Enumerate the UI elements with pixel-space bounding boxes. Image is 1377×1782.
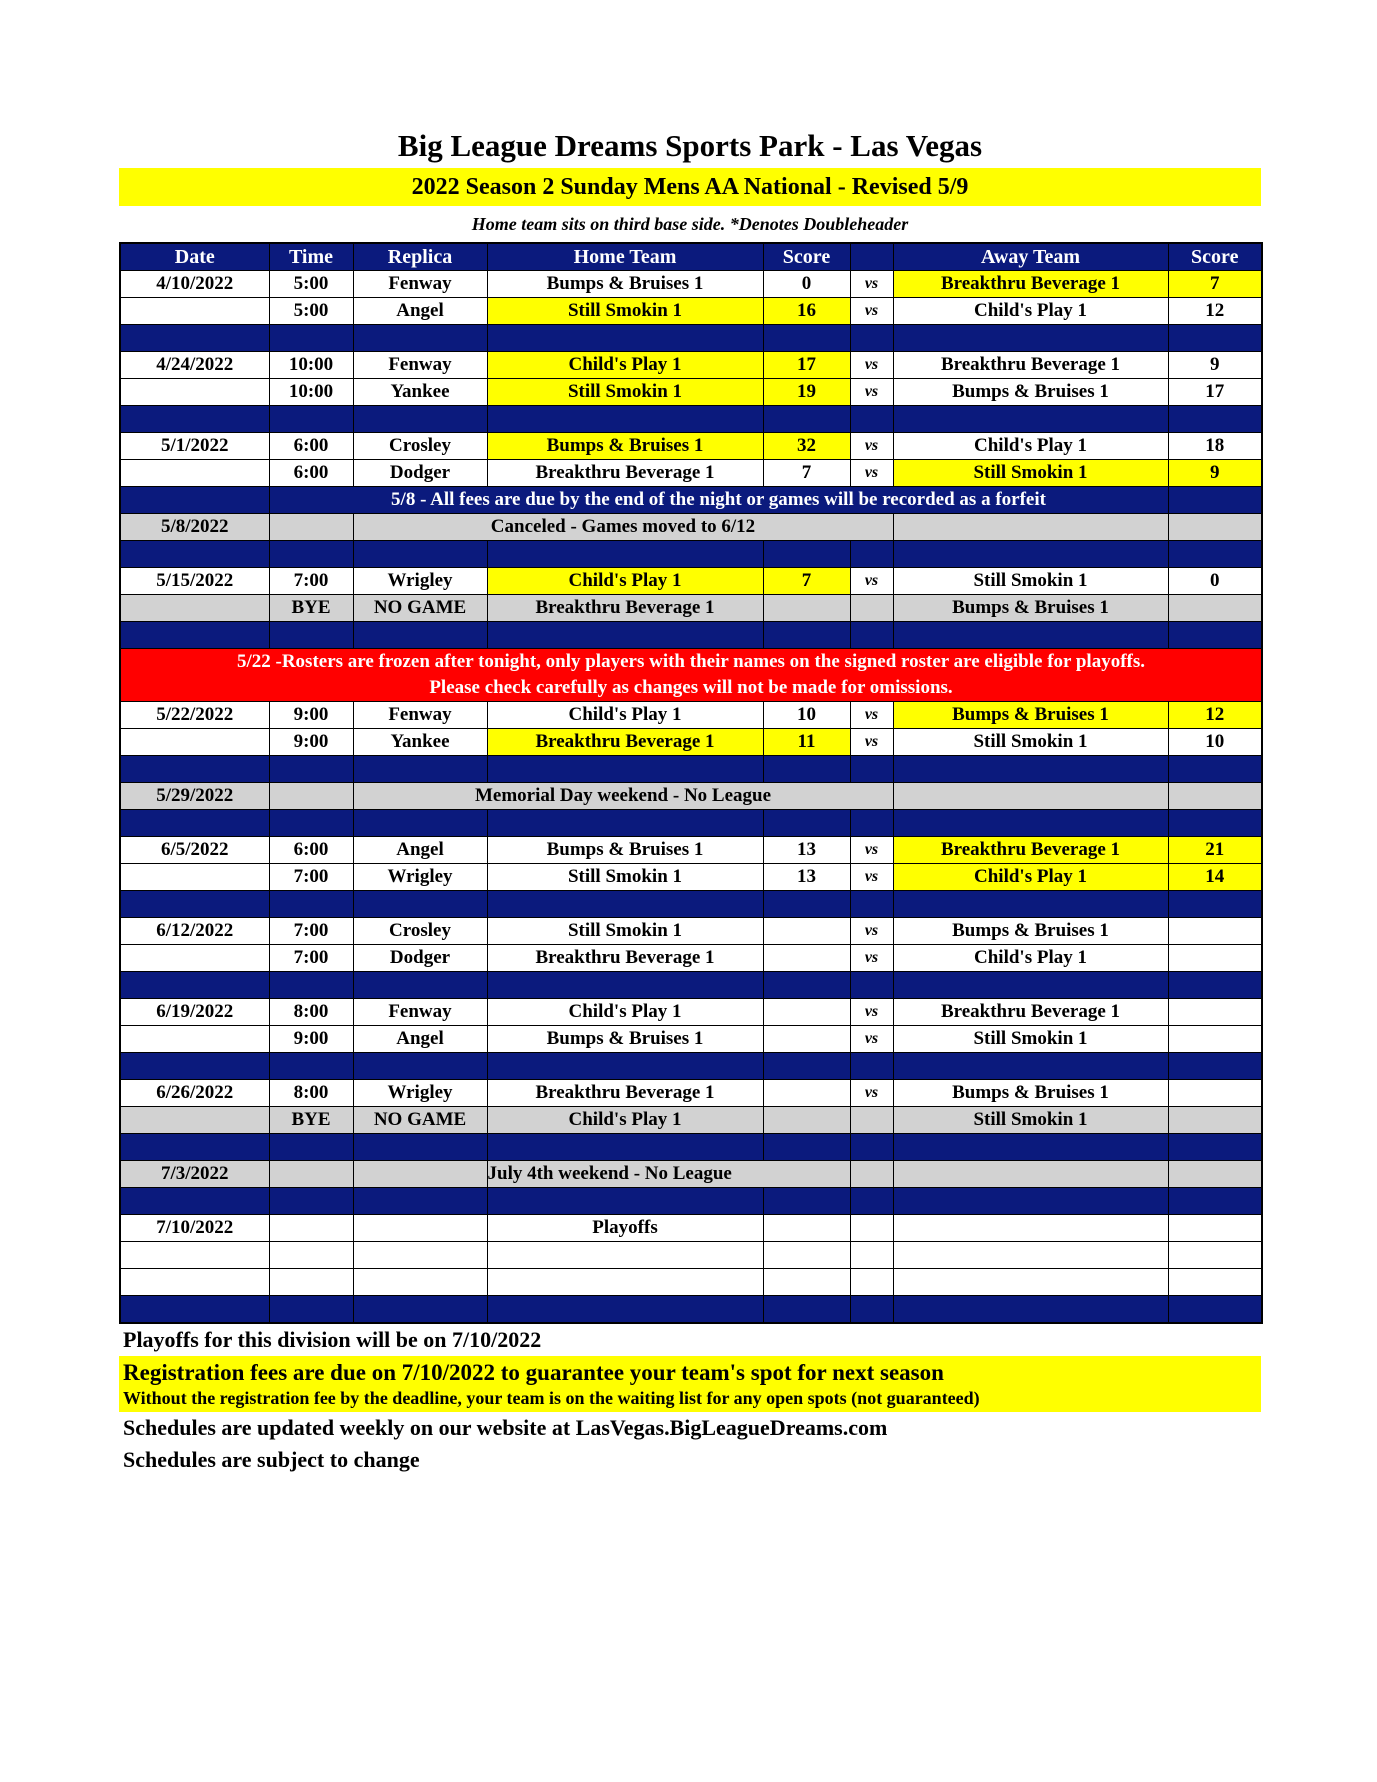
- game-field: Angel: [353, 1026, 487, 1053]
- away-team: Bumps & Bruises 1: [893, 1080, 1168, 1107]
- schedule-table: [119, 242, 1263, 1324]
- registration-box: [119, 1356, 1261, 1412]
- schedule-page: [119, 124, 1261, 1476]
- game-field: Angel: [353, 298, 487, 325]
- spacer-row: [120, 1053, 1262, 1080]
- table-row: [120, 1026, 1262, 1053]
- no-league-label: Memorial Day weekend - No League: [353, 783, 893, 810]
- away-score: 12: [1168, 298, 1262, 325]
- away-score: [1168, 945, 1262, 972]
- vs-label: vs: [850, 433, 893, 460]
- game-time: 10:00: [269, 379, 353, 406]
- game-date: 5/29/2022: [120, 783, 269, 810]
- home-score: [763, 1080, 850, 1107]
- game-date: [120, 945, 269, 972]
- roster-alert-line1: 5/22 -Rosters are frozen after tonight, only players with their names on the signed roster are eligible for playoffs.: [120, 649, 1262, 676]
- game-date: [120, 729, 269, 756]
- game-field: Wrigley: [353, 568, 487, 595]
- home-team: Bumps & Bruises 1: [487, 1026, 763, 1053]
- home-score: [763, 999, 850, 1026]
- game-date: 6/5/2022: [120, 837, 269, 864]
- away-score: [1168, 1080, 1262, 1107]
- away-score: 9: [1168, 352, 1262, 379]
- col-time: Time: [269, 243, 353, 271]
- table-row: [120, 999, 1262, 1026]
- away-team: Still Smokin 1: [893, 729, 1168, 756]
- no-game-label: NO GAME: [353, 1107, 487, 1134]
- table-row: [120, 298, 1262, 325]
- away-team: Child's Play 1: [893, 433, 1168, 460]
- spacer-row: [120, 756, 1262, 783]
- bye-label: BYE: [269, 595, 353, 622]
- table-row: [120, 460, 1262, 487]
- vs-label: vs: [850, 837, 893, 864]
- no-league-row: [120, 783, 1262, 810]
- vs-label: vs: [850, 1026, 893, 1053]
- empty-row: [120, 1269, 1262, 1296]
- table-row: [120, 864, 1262, 891]
- season-subtitle: 2022 Season 2 Sunday Mens AA National - Revised 5/9: [119, 168, 1261, 206]
- home-team: Breakthru Beverage 1: [487, 1080, 763, 1107]
- game-date: 7/3/2022: [120, 1161, 269, 1188]
- home-score: 10: [763, 702, 850, 729]
- away-score: 18: [1168, 433, 1262, 460]
- col-date: Date: [120, 243, 269, 271]
- home-team: Breakthru Beverage 1: [487, 945, 763, 972]
- vs-label: vs: [850, 864, 893, 891]
- game-field: Yankee: [353, 379, 487, 406]
- home-score: 17: [763, 352, 850, 379]
- col-away-score: Score: [1168, 243, 1262, 271]
- table-row: [120, 945, 1262, 972]
- vs-label: vs: [850, 352, 893, 379]
- home-score: 7: [763, 568, 850, 595]
- table-row: [120, 379, 1262, 406]
- game-time: 9:00: [269, 702, 353, 729]
- website-note: Schedules are updated weekly on our website at LasVegas.BigLeagueDreams.com: [123, 1415, 888, 1440]
- away-team: Bumps & Bruises 1: [893, 918, 1168, 945]
- game-field: Wrigley: [353, 864, 487, 891]
- table-row: [120, 918, 1262, 945]
- game-date: [120, 379, 269, 406]
- home-team: Still Smokin 1: [487, 379, 763, 406]
- game-field: Fenway: [353, 702, 487, 729]
- home-team: Breakthru Beverage 1: [487, 460, 763, 487]
- game-date: 6/19/2022: [120, 999, 269, 1026]
- canceled-label: Canceled - Games moved to 6/12: [353, 514, 893, 541]
- home-team: Child's Play 1: [487, 999, 763, 1026]
- vs-label: vs: [850, 568, 893, 595]
- table-row: [120, 837, 1262, 864]
- spacer-row: [120, 406, 1262, 433]
- game-field: Crosley: [353, 918, 487, 945]
- home-score: 11: [763, 729, 850, 756]
- game-date: 6/26/2022: [120, 1080, 269, 1107]
- away-team: Child's Play 1: [893, 945, 1168, 972]
- home-score: [763, 945, 850, 972]
- away-team: Still Smokin 1: [893, 460, 1168, 487]
- away-score: 14: [1168, 864, 1262, 891]
- home-score: 32: [763, 433, 850, 460]
- fees-notice-row: [120, 487, 1262, 514]
- spacer-row: [120, 972, 1262, 999]
- home-team: Child's Play 1: [487, 352, 763, 379]
- fees-notice: 5/8 - All fees are due by the end of the night or games will be recorded as a forfeit: [269, 487, 1168, 514]
- game-date: 5/8/2022: [120, 514, 269, 541]
- game-field: Fenway: [353, 271, 487, 298]
- no-league-row: [120, 1161, 1262, 1188]
- game-date: 5/1/2022: [120, 433, 269, 460]
- game-time: 6:00: [269, 460, 353, 487]
- game-time: 9:00: [269, 1026, 353, 1053]
- canceled-row: [120, 514, 1262, 541]
- col-away-team: Away Team: [893, 243, 1168, 271]
- bye-row: [120, 1107, 1262, 1134]
- game-time: 7:00: [269, 864, 353, 891]
- game-date: [120, 460, 269, 487]
- home-team: Bumps & Bruises 1: [487, 837, 763, 864]
- header-row: [120, 243, 1262, 271]
- game-time: 5:00: [269, 271, 353, 298]
- home-team: Still Smokin 1: [487, 918, 763, 945]
- game-field: Crosley: [353, 433, 487, 460]
- away-score: 7: [1168, 271, 1262, 298]
- game-date: [120, 298, 269, 325]
- no-game-label: NO GAME: [353, 595, 487, 622]
- game-field: Wrigley: [353, 1080, 487, 1107]
- roster-alert-line2: Please check carefully as changes will not be made for omissions.: [120, 675, 1262, 702]
- game-date: 4/10/2022: [120, 271, 269, 298]
- table-row: [120, 433, 1262, 460]
- home-team: Bumps & Bruises 1: [487, 433, 763, 460]
- vs-label: vs: [850, 945, 893, 972]
- col-home-team: Home Team: [487, 243, 763, 271]
- home-team: Breakthru Beverage 1: [487, 595, 763, 622]
- home-score: 16: [763, 298, 850, 325]
- page-title: Big League Dreams Sports Park - Las Vegas: [397, 128, 983, 163]
- table-row: [120, 729, 1262, 756]
- spacer-row: [120, 325, 1262, 352]
- away-team: Breakthru Beverage 1: [893, 837, 1168, 864]
- game-date: [120, 864, 269, 891]
- game-time: 9:00: [269, 729, 353, 756]
- game-time: 8:00: [269, 999, 353, 1026]
- away-team: Still Smokin 1: [893, 1107, 1168, 1134]
- spacer-row: [120, 622, 1262, 649]
- game-field: Dodger: [353, 945, 487, 972]
- game-date: 5/15/2022: [120, 568, 269, 595]
- home-score: 19: [763, 379, 850, 406]
- table-row: [120, 1080, 1262, 1107]
- away-score: [1168, 1026, 1262, 1053]
- col-home-score: Score: [763, 243, 850, 271]
- home-team: Child's Play 1: [487, 568, 763, 595]
- away-team: Breakthru Beverage 1: [893, 271, 1168, 298]
- away-team: Bumps & Bruises 1: [893, 595, 1168, 622]
- table-row: [120, 568, 1262, 595]
- away-team: Bumps & Bruises 1: [893, 379, 1168, 406]
- bye-row: [120, 595, 1262, 622]
- game-date: 7/10/2022: [120, 1215, 269, 1242]
- home-score: 0: [763, 271, 850, 298]
- away-score: 10: [1168, 729, 1262, 756]
- no-league-label: July 4th weekend - No League: [487, 1161, 850, 1188]
- vs-label: vs: [850, 271, 893, 298]
- waiting-list-note: Without the registration fee by the deadline, your team is on the waiting list for any open spots (not guaranteed): [123, 1388, 980, 1408]
- home-team-note: Home team sits on third base side. *Denotes Doubleheader: [471, 214, 909, 234]
- vs-label: vs: [850, 298, 893, 325]
- bye-label: BYE: [269, 1107, 353, 1134]
- spacer-row: [120, 541, 1262, 568]
- away-score: 0: [1168, 568, 1262, 595]
- game-date: [120, 1026, 269, 1053]
- game-field: Fenway: [353, 999, 487, 1026]
- game-time: 5:00: [269, 298, 353, 325]
- away-score: 17: [1168, 379, 1262, 406]
- subject-to-change-note: Schedules are subject to change: [123, 1447, 420, 1472]
- away-score: [1168, 918, 1262, 945]
- vs-label: vs: [850, 999, 893, 1026]
- game-field: Dodger: [353, 460, 487, 487]
- table-row: [120, 352, 1262, 379]
- roster-alert-row: [120, 649, 1262, 676]
- vs-label: vs: [850, 379, 893, 406]
- game-time: 6:00: [269, 837, 353, 864]
- game-date: 6/12/2022: [120, 918, 269, 945]
- spacer-row: [120, 1134, 1262, 1161]
- game-time: 10:00: [269, 352, 353, 379]
- away-team: Still Smokin 1: [893, 568, 1168, 595]
- away-score: 12: [1168, 702, 1262, 729]
- home-score: 13: [763, 864, 850, 891]
- col-vs: [850, 243, 893, 271]
- roster-alert-row: [120, 675, 1262, 702]
- game-time: 7:00: [269, 568, 353, 595]
- home-team: Still Smokin 1: [487, 298, 763, 325]
- away-team: Child's Play 1: [893, 298, 1168, 325]
- away-score: [1168, 999, 1262, 1026]
- home-team: Still Smokin 1: [487, 864, 763, 891]
- vs-label: vs: [850, 1080, 893, 1107]
- game-date: 4/24/2022: [120, 352, 269, 379]
- home-team: Bumps & Bruises 1: [487, 271, 763, 298]
- home-team: Child's Play 1: [487, 1107, 763, 1134]
- game-time: 7:00: [269, 918, 353, 945]
- spacer-row: [120, 891, 1262, 918]
- away-team: Still Smokin 1: [893, 1026, 1168, 1053]
- vs-label: vs: [850, 702, 893, 729]
- game-time: 6:00: [269, 433, 353, 460]
- home-score: 7: [763, 460, 850, 487]
- playoffs-date-note: Playoffs for this division will be on 7/10/2022: [123, 1327, 542, 1352]
- registration-note: Registration fees are due on 7/10/2022 to guarantee your team's spot for next season: [123, 1360, 944, 1385]
- spacer-row: [120, 810, 1262, 837]
- home-score: [763, 1026, 850, 1053]
- spacer-row: [120, 1296, 1262, 1324]
- away-team: Breakthru Beverage 1: [893, 999, 1168, 1026]
- away-team: Bumps & Bruises 1: [893, 702, 1168, 729]
- table-row: [120, 702, 1262, 729]
- game-time: 7:00: [269, 945, 353, 972]
- game-date: 5/22/2022: [120, 702, 269, 729]
- home-team: Breakthru Beverage 1: [487, 729, 763, 756]
- away-team: Child's Play 1: [893, 864, 1168, 891]
- game-field: Angel: [353, 837, 487, 864]
- playoffs-row: [120, 1215, 1262, 1242]
- away-score: 9: [1168, 460, 1262, 487]
- away-team: Breakthru Beverage 1: [893, 352, 1168, 379]
- home-score: [763, 918, 850, 945]
- game-field: Fenway: [353, 352, 487, 379]
- empty-row: [120, 1242, 1262, 1269]
- vs-label: vs: [850, 460, 893, 487]
- game-field: Yankee: [353, 729, 487, 756]
- game-time: 8:00: [269, 1080, 353, 1107]
- home-team: Child's Play 1: [487, 702, 763, 729]
- table-row: [120, 271, 1262, 298]
- col-replica: Replica: [353, 243, 487, 271]
- spacer-row: [120, 1188, 1262, 1215]
- vs-label: vs: [850, 918, 893, 945]
- playoffs-label: Playoffs: [487, 1215, 763, 1242]
- away-score: 21: [1168, 837, 1262, 864]
- vs-label: vs: [850, 729, 893, 756]
- home-score: 13: [763, 837, 850, 864]
